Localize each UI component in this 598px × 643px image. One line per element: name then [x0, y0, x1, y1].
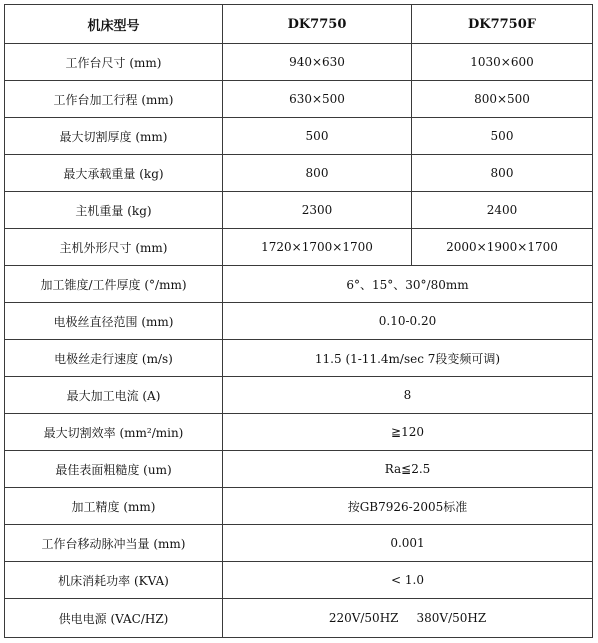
row-label: 加工精度 (mm) — [5, 488, 223, 525]
table-row — [5, 340, 593, 377]
shared-value: 8 — [223, 377, 593, 414]
header-model-b: DK7750F — [412, 5, 593, 44]
table-row — [5, 451, 593, 488]
power-value — [223, 599, 593, 638]
table-row — [5, 377, 593, 414]
value-model-b: 500 — [412, 118, 593, 155]
row-label: 加工锥度/工件厚度 (°/mm) — [5, 266, 223, 303]
shared-value: 11.5 (1-11.4m/sec 7段变频可调) — [223, 340, 593, 377]
shared-value: 0.10-0.20 — [223, 303, 593, 340]
value-model-a: 800 — [223, 155, 412, 192]
row-label: 工作台移动脉冲当量 (mm) — [5, 525, 223, 562]
row-label: 主机外形尺寸 (mm) — [5, 229, 223, 266]
table-row — [5, 303, 593, 340]
shared-value: 按GB7926-2005标准 — [223, 488, 593, 525]
table-row — [5, 488, 593, 525]
row-label: 最大承载重量 (kg) — [5, 155, 223, 192]
table-row — [5, 192, 593, 229]
table-row — [5, 118, 593, 155]
value-model-a: 1720×1700×1700 — [223, 229, 412, 266]
value-model-b: 800 — [412, 155, 593, 192]
row-label: 供电电源 (VAC/HZ) — [5, 599, 223, 638]
header-param: 机床型号 — [5, 5, 223, 44]
table-row — [5, 562, 593, 599]
row-label: 主机重量 (kg) — [5, 192, 223, 229]
value-model-a: 940×630 — [223, 44, 412, 81]
shared-value: ≧120 — [223, 414, 593, 451]
row-label: 最大加工电流 (A) — [5, 377, 223, 414]
row-label: 最佳表面粗糙度 (um) — [5, 451, 223, 488]
row-label: 工作台尺寸 (mm) — [5, 44, 223, 81]
row-label: 工作台加工行程 (mm) — [5, 81, 223, 118]
row-label: 电极丝走行速度 (m/s) — [5, 340, 223, 377]
value-model-b: 800×500 — [412, 81, 593, 118]
table-row — [5, 525, 593, 562]
shared-value: 6°、15°、30°/80mm — [223, 266, 593, 303]
table-header-row — [5, 5, 593, 44]
row-label: 电极丝直径范围 (mm) — [5, 303, 223, 340]
value-model-a: 630×500 — [223, 81, 412, 118]
header-model-a: DK7750 — [223, 5, 412, 44]
table-row — [5, 44, 593, 81]
table-row — [5, 155, 593, 192]
row-label: 最大切割效率 (mm²/min) — [5, 414, 223, 451]
value-model-b: 2000×1900×1700 — [412, 229, 593, 266]
value-model-a: 2300 — [223, 192, 412, 229]
table-row — [5, 81, 593, 118]
value-model-b: 1030×600 — [412, 44, 593, 81]
shared-value: Ra≦2.5 — [223, 451, 593, 488]
value-model-b: 2400 — [412, 192, 593, 229]
table-row — [5, 229, 593, 266]
table-row — [5, 599, 593, 638]
table-row — [5, 266, 593, 303]
shared-value: 0.001 — [223, 525, 593, 562]
shared-value: < 1.0 — [223, 562, 593, 599]
row-label: 最大切割厚度 (mm) — [5, 118, 223, 155]
table-row — [5, 414, 593, 451]
row-label: 机床消耗功率 (KVA) — [5, 562, 223, 599]
value-model-a: 500 — [223, 118, 412, 155]
spec-table — [4, 4, 593, 638]
power-option-2: 380V/50HZ — [416, 611, 487, 625]
power-option-1: 220V/50HZ — [328, 611, 399, 625]
